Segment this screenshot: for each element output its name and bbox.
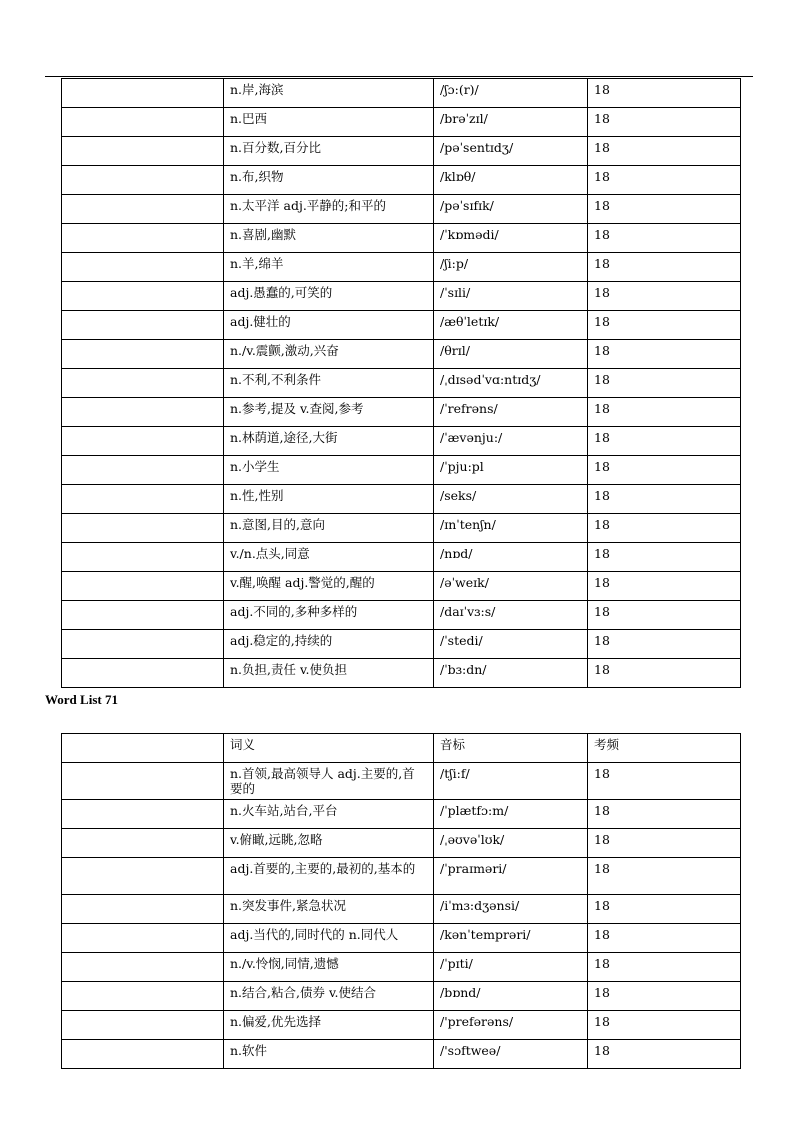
cell-phonetic: /ˈsɪli/ [434,282,588,311]
table-row [62,311,741,340]
cell-num [62,858,224,895]
cell-meaning: n.林荫道,途径,大街 [224,427,434,456]
cell-meaning: n.性,性别 [224,485,434,514]
table-header-row [62,734,741,763]
cell-phonetic: /brəˈzɪl/ [434,108,588,137]
cell-num [62,398,224,427]
cell-num [62,895,224,924]
cell-meaning: n.岸,海滨 [224,79,434,108]
table-row [62,195,741,224]
cell-meaning: n.小学生 [224,456,434,485]
table-row [62,369,741,398]
cell-frequency: 18 [588,1011,741,1040]
cell-frequency: 18 [588,514,741,543]
cell-phonetic: /iˈmɜ:dʒənsi/ [434,895,588,924]
table-row [62,398,741,427]
vocab-table-1 [61,78,741,688]
cell-meaning: n.百分数,百分比 [224,137,434,166]
cell-meaning: adj.健壮的 [224,311,434,340]
cell-phonetic: /'sɔftweə/ [434,1040,588,1069]
cell-num [62,829,224,858]
cell-phonetic: /æθˈletɪk/ [434,311,588,340]
cell-phonetic: /kənˈtemprəri/ [434,924,588,953]
cell-meaning: n.偏爱,优先选择 [224,1011,434,1040]
cell-num [62,659,224,688]
cell-num [62,340,224,369]
cell-phonetic: /ˈstedi/ [434,630,588,659]
cell-phonetic: /ˈkɒmədi/ [434,224,588,253]
cell-meaning: v./n.点头,同意 [224,543,434,572]
table-row [62,572,741,601]
table-row [62,858,741,895]
cell-frequency: 18 [588,543,741,572]
cell-frequency: 18 [588,895,741,924]
cell-phonetic: /nɒd/ [434,543,588,572]
cell-frequency: 18 [588,253,741,282]
table-row [62,514,741,543]
cell-frequency: 18 [588,137,741,166]
cell-phonetic: /ˈpju:pl [434,456,588,485]
cell-phonetic: /ˈpraɪməri/ [434,858,588,895]
header-rule [45,76,753,77]
cell-meaning: v.俯瞰,远眺,忽略 [224,829,434,858]
cell-meaning: n.巴西 [224,108,434,137]
cell-meaning: adj.愚蠢的,可笑的 [224,282,434,311]
header-cell-phonetic: 音标 [434,734,588,763]
cell-phonetic: /'prefərəns/ [434,1011,588,1040]
cell-frequency: 18 [588,982,741,1011]
cell-phonetic: /ˈplætfɔ:m/ [434,800,588,829]
cell-phonetic: /ɪnˈtenʃn/ [434,514,588,543]
vocab-table-2 [61,733,741,1069]
cell-frequency: 18 [588,800,741,829]
table-row [62,763,741,800]
cell-num [62,630,224,659]
cell-num [62,485,224,514]
cell-meaning: adj.当代的,同时代的 n.同代人 [224,924,434,953]
table-row [62,108,741,137]
header-cell-meaning: 词义 [224,734,434,763]
cell-num [62,369,224,398]
cell-num [62,108,224,137]
cell-frequency: 18 [588,953,741,982]
cell-num [62,982,224,1011]
table-row [62,137,741,166]
cell-phonetic: /ʃi:p/ [434,253,588,282]
cell-num [62,543,224,572]
table-row [62,1040,741,1069]
cell-frequency: 18 [588,456,741,485]
cell-phonetic: /ˌdɪsədˈvɑ:ntɪdʒ/ [434,369,588,398]
table-row [62,224,741,253]
cell-num [62,953,224,982]
cell-meaning: n.火车站,站台,平台 [224,800,434,829]
cell-meaning: n.首领,最高领导人 adj.主要的,首要的 [224,763,434,800]
table-row [62,1011,741,1040]
cell-num [62,800,224,829]
cell-frequency: 18 [588,79,741,108]
cell-num [62,1011,224,1040]
cell-phonetic: /ˈrefrəns/ [434,398,588,427]
cell-num [62,601,224,630]
cell-phonetic: /pəˈsentɪdʒ/ [434,137,588,166]
cell-frequency: 18 [588,829,741,858]
cell-frequency: 18 [588,858,741,895]
table-row [62,601,741,630]
cell-num [62,1040,224,1069]
table-row [62,982,741,1011]
cell-num [62,924,224,953]
cell-num [62,456,224,485]
cell-frequency: 18 [588,340,741,369]
cell-num [62,311,224,340]
word-list-title: Word List 71 [45,692,118,707]
cell-phonetic: /əˈweɪk/ [434,572,588,601]
cell-frequency: 18 [588,311,741,340]
cell-phonetic: /ˈpɪti/ [434,953,588,982]
cell-meaning: v.醒,唤醒 adj.警觉的,醒的 [224,572,434,601]
cell-frequency: 18 [588,166,741,195]
cell-phonetic: /seks/ [434,485,588,514]
cell-meaning: n.羊,绵羊 [224,253,434,282]
table-row [62,543,741,572]
table-row [62,79,741,108]
cell-phonetic: /ˈævənju:/ [434,427,588,456]
table-row [62,166,741,195]
cell-meaning: n.参考,提及 v.查阅,参考 [224,398,434,427]
cell-frequency: 18 [588,108,741,137]
cell-num [62,224,224,253]
cell-phonetic: /ˈbɜ:dn/ [434,659,588,688]
table-row [62,829,741,858]
cell-meaning: adj.不同的,多种多样的 [224,601,434,630]
cell-phonetic: /ˌəʊvəˈlʊk/ [434,829,588,858]
cell-meaning: n.喜剧,幽默 [224,224,434,253]
cell-frequency: 18 [588,1040,741,1069]
cell-meaning: n.意图,目的,意向 [224,514,434,543]
cell-meaning: adj.稳定的,持续的 [224,630,434,659]
table-row [62,340,741,369]
cell-meaning: n./v.怜悯,同情,遗憾 [224,953,434,982]
cell-num [62,137,224,166]
cell-meaning: n.太平洋 adj.平静的;和平的 [224,195,434,224]
cell-frequency: 18 [588,659,741,688]
header-cell-frequency: 考频 [588,734,741,763]
table-row [62,282,741,311]
table-row [62,924,741,953]
cell-frequency: 18 [588,369,741,398]
cell-meaning: n.负担,责任 v.使负担 [224,659,434,688]
table-row [62,953,741,982]
cell-phonetic: /tʃi:f/ [434,763,588,800]
cell-meaning: n.不利,不利条件 [224,369,434,398]
cell-phonetic: /daɪˈvɜ:s/ [434,601,588,630]
cell-frequency: 18 [588,572,741,601]
cell-meaning: n.软件 [224,1040,434,1069]
cell-frequency: 18 [588,485,741,514]
cell-frequency: 18 [588,763,741,800]
cell-frequency: 18 [588,224,741,253]
cell-frequency: 18 [588,282,741,311]
header-cell-num [62,734,224,763]
cell-num [62,79,224,108]
table-row [62,485,741,514]
cell-phonetic: /bɒnd/ [434,982,588,1011]
table-row [62,800,741,829]
cell-frequency: 18 [588,195,741,224]
cell-phonetic: /klɒθ/ [434,166,588,195]
cell-phonetic: /pəˈsɪfɪk/ [434,195,588,224]
cell-num [62,572,224,601]
cell-num [62,763,224,800]
table-row [62,630,741,659]
cell-frequency: 18 [588,427,741,456]
cell-meaning: n./v.震颤,激动,兴奋 [224,340,434,369]
cell-num [62,427,224,456]
cell-frequency: 18 [588,924,741,953]
table-row [62,253,741,282]
cell-meaning: n.突发事件,紧急状况 [224,895,434,924]
table-row [62,456,741,485]
cell-frequency: 18 [588,398,741,427]
cell-num [62,166,224,195]
cell-num [62,253,224,282]
cell-num [62,195,224,224]
table-row [62,427,741,456]
cell-phonetic: /ʃɔ:(r)/ [434,79,588,108]
cell-num [62,514,224,543]
cell-frequency: 18 [588,630,741,659]
cell-meaning: n.结合,粘合,债券 v.使结合 [224,982,434,1011]
cell-phonetic: /θrɪl/ [434,340,588,369]
table-row [62,659,741,688]
table-row [62,895,741,924]
cell-frequency: 18 [588,601,741,630]
cell-meaning: n.布,织物 [224,166,434,195]
cell-meaning: adj.首要的,主要的,最初的,基本的 [224,858,434,895]
cell-num [62,282,224,311]
